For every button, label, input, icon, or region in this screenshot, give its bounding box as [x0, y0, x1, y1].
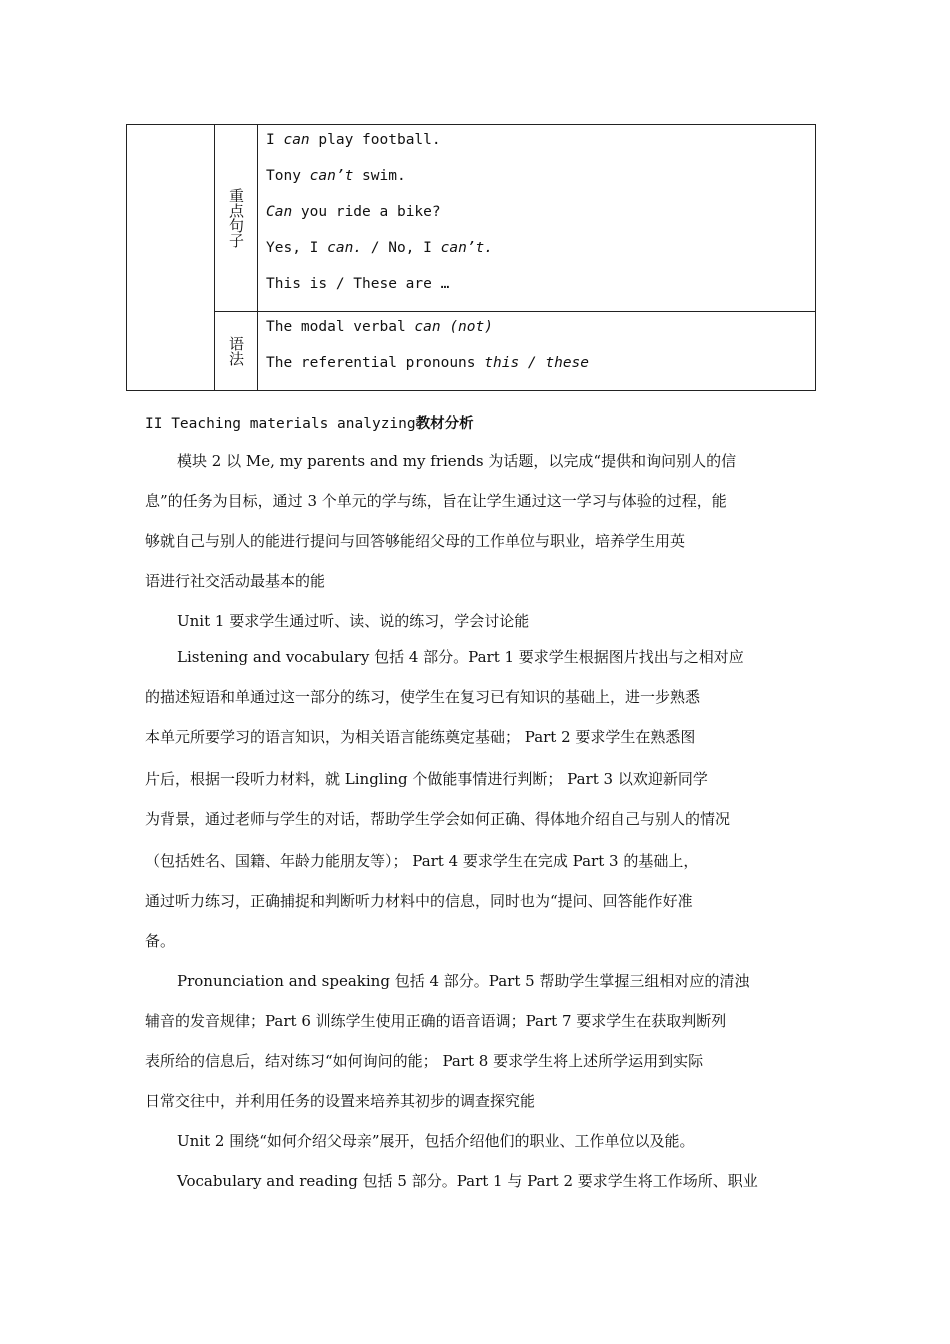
key-sentences-list: [258, 125, 815, 311]
paragraph-line: 的描述短语和单通过这一部分的练习，使学生在复习已有知识的基础上，进一步熟悉: [145, 688, 701, 706]
paragraph-line: Vocabulary and reading 包括 5 部分。Part 1 与 Part 2 要求学生将工作场所、职业: [177, 1172, 758, 1190]
row-label-cell: [215, 125, 258, 312]
paragraph-line: 备。: [145, 932, 176, 950]
grammar-list: [258, 312, 815, 390]
paragraph-line: 语进行社交活动最基本的能: [145, 572, 326, 590]
section-heading-en: II Teaching materials analyzing: [145, 416, 416, 432]
paragraph-line: 够就自己与别人的能进行提问与回答够能绍父母的工作单位与职业，培养学生用英: [145, 532, 686, 550]
italic-term: this / these: [484, 355, 590, 371]
italic-term: can’t.: [440, 240, 493, 256]
italic-term: can: [283, 132, 310, 148]
table-line: [266, 239, 815, 275]
line-text: The referential pronouns: [266, 355, 485, 371]
section-heading-cn: 教材分析: [415, 415, 474, 432]
paragraph-line: 片后，根据一段听力材料，就 Lingling 个做能事情进行判断； Part 3 以欢迎新同学: [145, 770, 708, 788]
line-text: This is / These are …: [266, 276, 450, 292]
row-label-key-sentences: 重点句子: [227, 188, 245, 248]
italic-term: can (not): [414, 319, 493, 335]
italic-term: Can: [266, 204, 293, 220]
paragraph-line: Pronunciation and speaking 包括 4 部分。Part 5 帮助学生掌握三组相对应的清浊: [177, 972, 750, 990]
content-grid: [126, 124, 816, 391]
section-heading: [145, 412, 474, 433]
empty-category-cell: [127, 125, 215, 391]
key-sentences-cell: [258, 125, 816, 312]
table-line: [266, 318, 815, 354]
row-label-cell: [215, 312, 258, 391]
line-text: play football.: [309, 132, 441, 148]
table-line: [266, 354, 815, 390]
line-text: / No, I: [362, 240, 441, 256]
paragraph-line: 本单元所要学习的语言知识，为相关语言能练奠定基础； Part 2 要求学生在熟悉图: [145, 728, 696, 746]
row-label-grammar: 语法: [227, 336, 245, 366]
table-line: [266, 275, 815, 311]
line-text: you ride a bike?: [292, 204, 441, 220]
italic-term: can.: [327, 240, 363, 256]
paragraph-line: 辅音的发音规律；Part 6 训练学生使用正确的语音语调；Part 7 要求学生在获取判断列: [145, 1012, 727, 1030]
paragraph-line: Unit 2 围绕“如何介绍父母亲”展开，包括介绍他们的职业、工作单位以及能。: [177, 1132, 695, 1150]
paragraph-line: （包括姓名、国籍、年龄力能朋友等）； Part 4 要求学生在完成 Part 3 的基础上，: [145, 852, 699, 870]
paragraph-line: 模块 2 以 Me, my parents and my friends 为话题，以完成“提供和询问别人的信: [177, 452, 737, 470]
paragraph-line: Listening and vocabulary 包括 4 部分。Part 1 要求学生根据图片找出与之相对应: [177, 648, 744, 666]
table-line: [266, 131, 815, 167]
line-text: swim.: [353, 168, 406, 184]
key-content-table: [126, 124, 816, 381]
paragraph-line: 息”的任务为目标，通过 3 个单元的学与练，旨在让学生通过这一学习与体验的过程，能: [145, 492, 727, 510]
line-text: I: [266, 132, 284, 148]
grammar-cell: [258, 312, 816, 391]
paragraph-line: Unit 1 要求学生通过听、读、说的练习，学会讨论能: [177, 612, 530, 630]
line-text: Tony: [266, 168, 310, 184]
paragraph-line: 表所给的信息后，结对练习“如何询问的能； Part 8 要求学生将上述所学运用到实际: [145, 1052, 704, 1070]
paragraph-line: 通过听力练习，正确捕捉和判断听力材料中的信息，同时也为“提问、回答能作好准: [145, 892, 693, 910]
italic-term: can’t: [309, 168, 354, 184]
line-text: The modal verbal: [266, 319, 415, 335]
paragraph-line: 为背景，通过老师与学生的对话，帮助学生学会如何正确、得体地介绍自己与别人的情况: [145, 810, 731, 828]
table-line: [266, 167, 815, 203]
paragraph-line: 日常交往中，并利用任务的设置来培养其初步的调查探究能: [145, 1092, 536, 1110]
table-line: [266, 203, 815, 239]
line-text: Yes, I: [266, 240, 328, 256]
